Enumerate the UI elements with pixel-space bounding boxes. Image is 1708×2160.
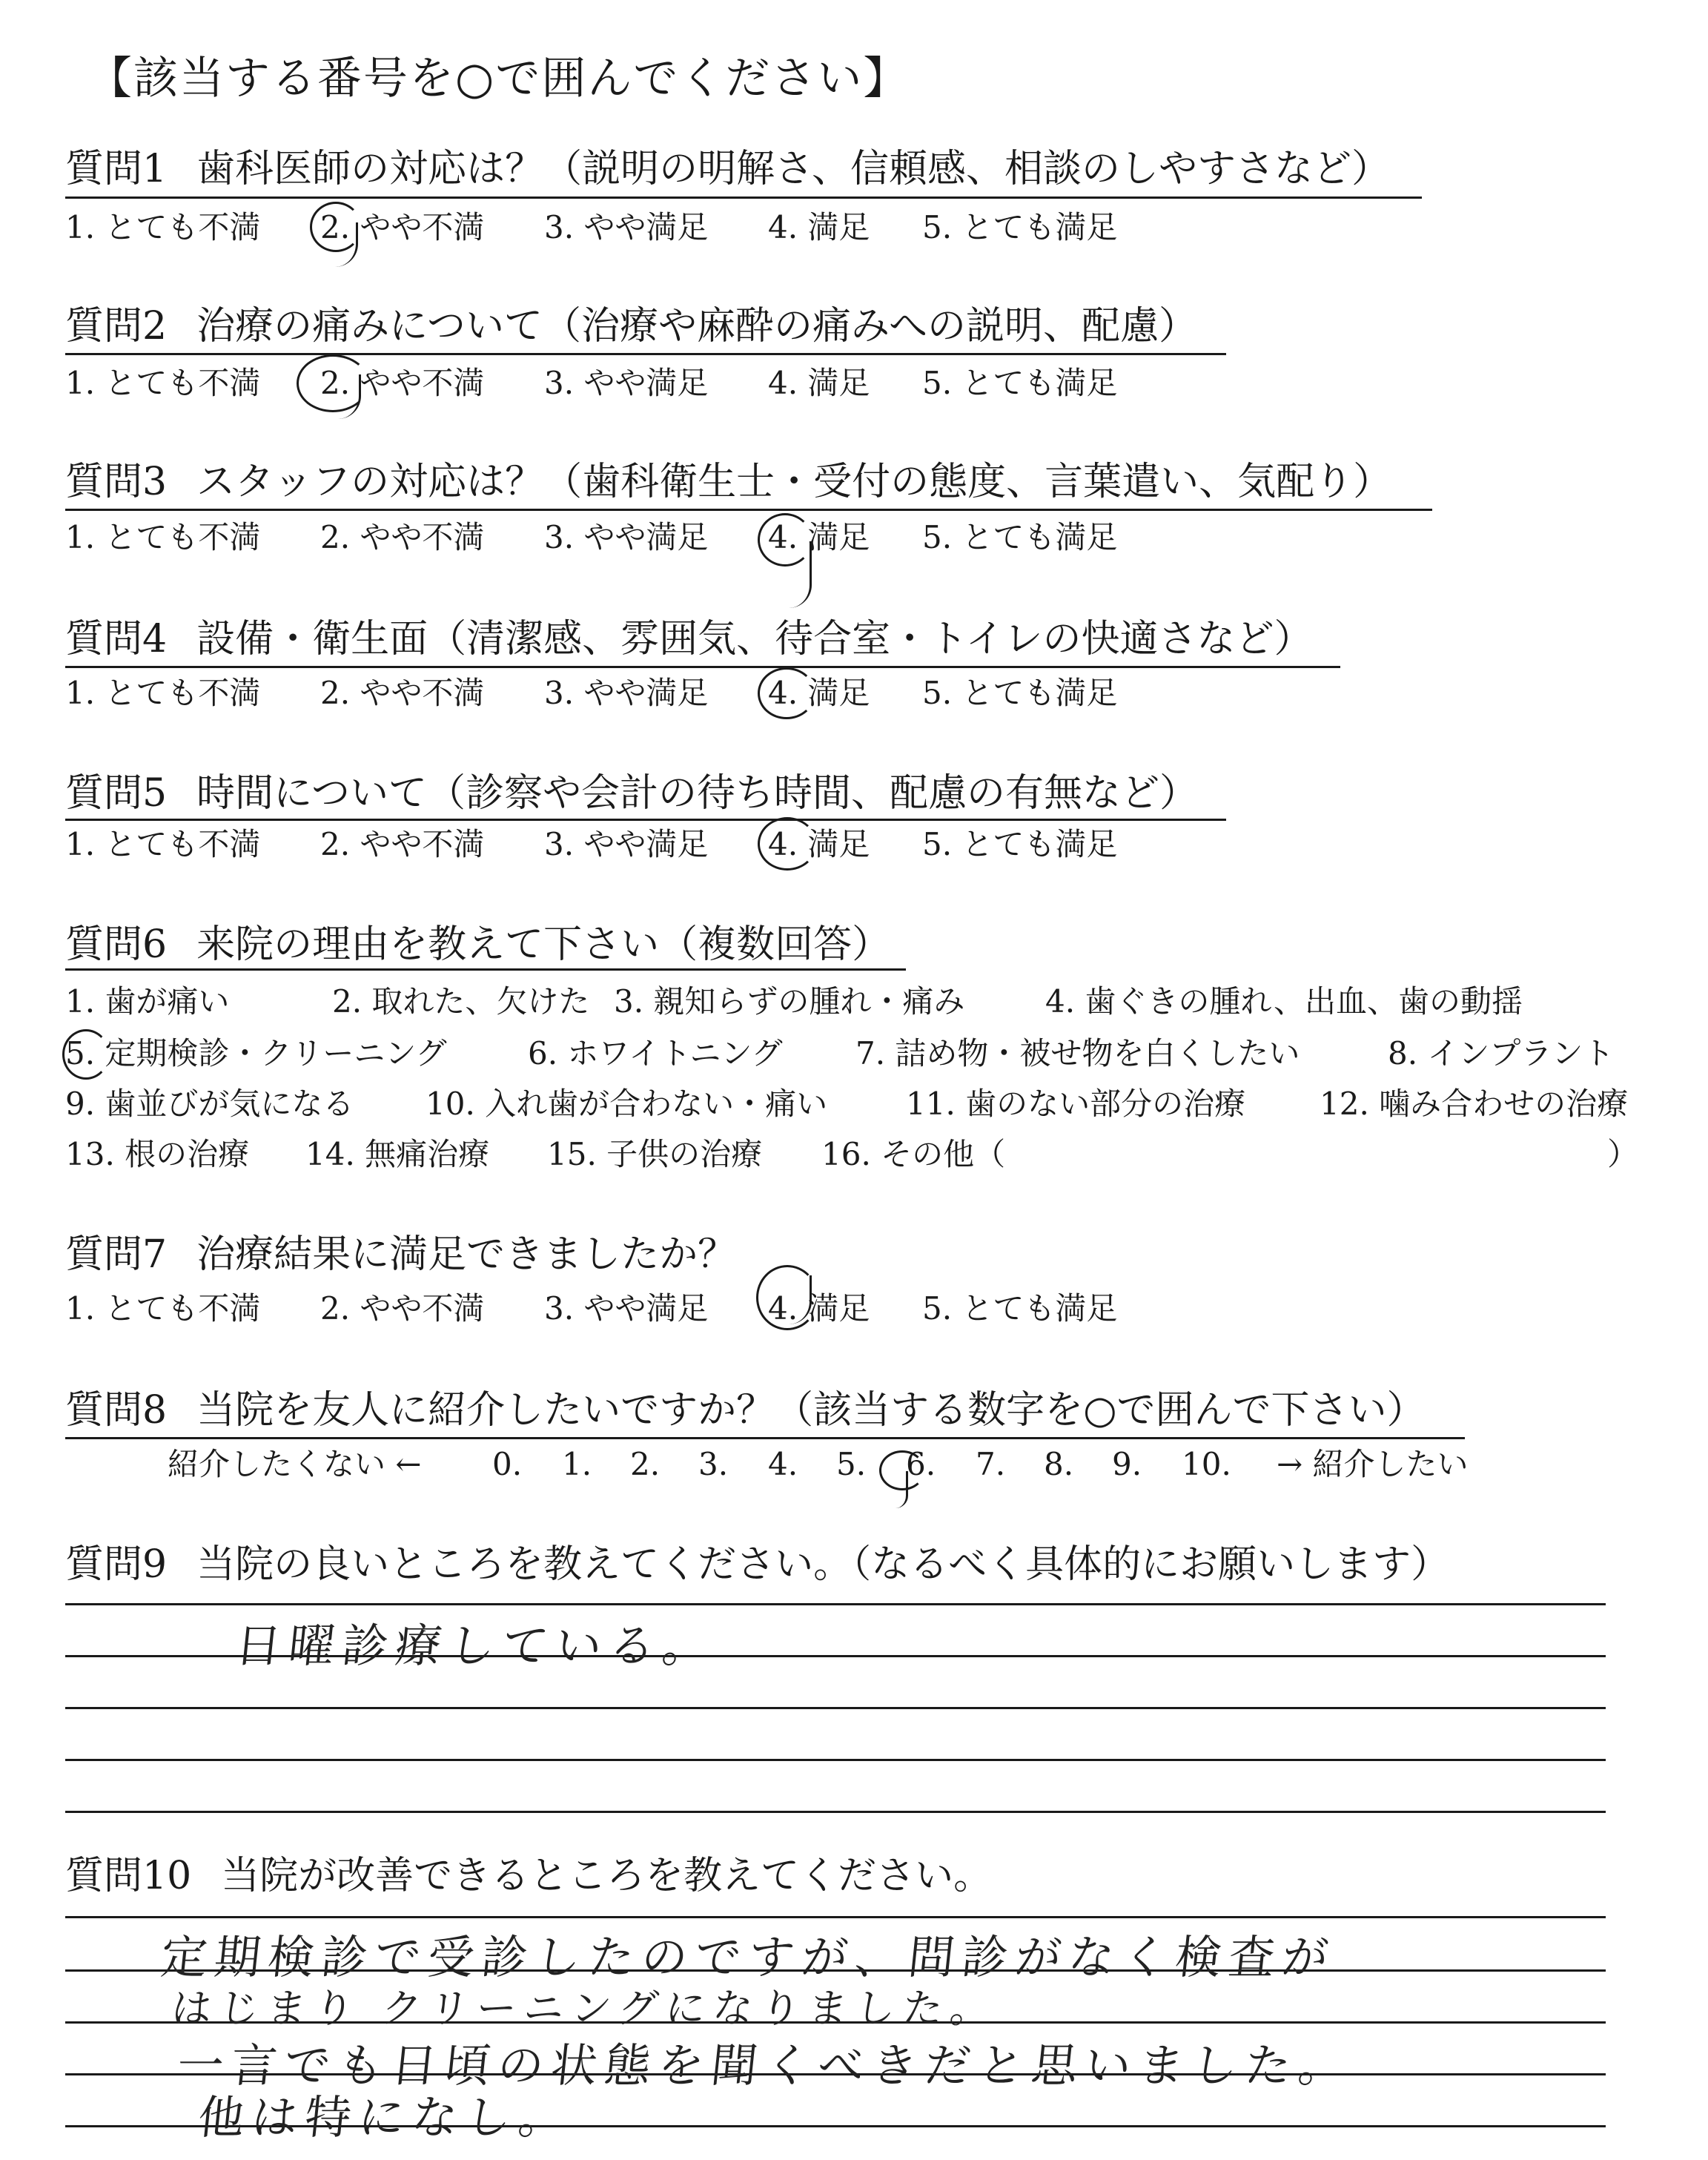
option-1[interactable]: 1. とても不満: [65, 519, 261, 555]
question-text: 当院の良いところを教えてください。（なるべく具体的にお願いします）: [196, 1542, 1450, 1587]
question-4: [65, 617, 1313, 661]
scale-option-5[interactable]: 5.: [836, 1446, 867, 1482]
question-underline: [65, 1437, 1465, 1439]
option-3[interactable]: 3. やや満足: [544, 675, 709, 711]
scale-option-2[interactable]: 2.: [630, 1446, 661, 1482]
question-underline: [65, 509, 1432, 511]
question-text: 治療結果に満足できましたか？: [196, 1232, 737, 1277]
reason-option[interactable]: 13. 根の治療: [65, 1136, 250, 1172]
option-1[interactable]: 1. とても不満: [65, 209, 261, 245]
answer-circle-tail: [789, 541, 812, 608]
option-2[interactable]: 2. やや不満: [320, 826, 485, 862]
reason-option[interactable]: 9. 歯並びが気になる: [65, 1086, 354, 1122]
option-2[interactable]: 2. やや不満: [320, 519, 485, 555]
writing-line: [65, 1707, 1606, 1709]
reason-option[interactable]: 15. 子供の治療: [547, 1136, 763, 1172]
option-3[interactable]: 3. やや満足: [544, 519, 709, 555]
question-underline: [65, 666, 1340, 668]
handwritten-answer-q10-line4: 他は特になし。: [195, 2090, 575, 2144]
scale-option-7[interactable]: 7.: [976, 1446, 1006, 1482]
option-1[interactable]: 1. とても不満: [65, 1290, 261, 1327]
scale-option-4[interactable]: 4.: [768, 1446, 798, 1482]
option-2[interactable]: 2. やや不満: [320, 1290, 485, 1327]
option-1[interactable]: 1. とても不満: [65, 365, 261, 401]
scale-left-label: 紹介したくない ←: [168, 1446, 422, 1482]
question-text: 当院が改善できるところを教えてください。: [221, 1854, 993, 1898]
reason-option[interactable]: 6. ホワイトニング: [528, 1035, 783, 1071]
reason-option[interactable]: 8. インプラント: [1388, 1035, 1615, 1071]
reason-option[interactable]: 11. 歯のない部分の治療: [906, 1086, 1246, 1122]
scale-option-8[interactable]: 8.: [1044, 1446, 1074, 1482]
option-2[interactable]: 2. やや不満: [320, 365, 485, 401]
question-text: 設備・衛生面（清潔感、雰囲気、待合室・トイレの快適さなど）: [196, 617, 1313, 661]
scale-option-0[interactable]: 0.: [492, 1446, 523, 1482]
question-3: [65, 460, 1391, 504]
question-number: 質問8: [65, 1388, 168, 1433]
option-5[interactable]: 5. とても満足: [922, 675, 1118, 711]
option-5[interactable]: 5. とても満足: [922, 519, 1118, 555]
handwritten-answer-q10-line1: 定期検診で受診したのですが、問診がなく検査が: [158, 1930, 1339, 1984]
writing-line: [65, 1916, 1606, 1918]
question-7: [65, 1232, 736, 1277]
scale-option-10[interactable]: 10.: [1182, 1446, 1231, 1482]
reason-option[interactable]: 4. 歯ぐきの腫れ、出血、歯の動揺: [1045, 983, 1523, 1020]
reason-option-other-close: ）: [1607, 1136, 1639, 1172]
reason-option[interactable]: 3. 親知らずの腫れ・痛み: [614, 983, 965, 1020]
handwritten-answer-q10-line3: 一言でも日頃の状態を聞くべきだと思いました。: [174, 2038, 1355, 2093]
option-3[interactable]: 3. やや満足: [544, 826, 709, 862]
option-4[interactable]: 4. 満足: [768, 209, 870, 245]
option-4[interactable]: 4. 満足: [768, 675, 870, 711]
reason-option[interactable]: 7. 詰め物・被せ物を白くしたい: [855, 1035, 1300, 1071]
page-title: 【該当する番号を○で囲んでください】: [87, 53, 910, 105]
question-text: 治療の痛みについて（治療や麻酔の痛みへの説明、配慮）: [196, 304, 1198, 349]
question-8: [65, 1388, 1425, 1433]
option-1[interactable]: 1. とても不満: [65, 675, 261, 711]
option-1[interactable]: 1. とても不満: [65, 826, 261, 862]
writing-line: [65, 1759, 1606, 1761]
option-3[interactable]: 3. やや満足: [544, 1290, 709, 1327]
question-text: 歯科医師の対応は？（説明の明解さ、信頼感、相談のしやすさなど）: [196, 147, 1391, 191]
writing-line: [65, 1811, 1606, 1813]
question-number: 質問3: [65, 460, 168, 504]
reason-option[interactable]: 10. 入れ歯が合わない・痛い: [426, 1086, 828, 1122]
question-text: 来院の理由を教えて下さい（複数回答）: [196, 922, 891, 967]
option-3[interactable]: 3. やや満足: [544, 209, 709, 245]
answer-circle-tail: [338, 374, 361, 419]
handwritten-answer-q10-line2: はじまり クリーニングになりました。: [169, 1985, 1000, 2032]
question-underline: [65, 196, 1422, 199]
question-text: 当院を友人に紹介したいですか？（該当する数字を○で囲んで下さい）: [196, 1388, 1426, 1433]
scale-option-6[interactable]: 6.: [906, 1446, 936, 1482]
answer-circle-mark: [758, 667, 815, 719]
question-number: 質問10: [65, 1854, 192, 1898]
option-4[interactable]: 4. 満足: [768, 826, 870, 862]
answer-circle-mark: [758, 817, 817, 871]
option-5[interactable]: 5. とても満足: [922, 826, 1118, 862]
question-underline: [65, 353, 1226, 355]
question-9: [65, 1542, 1449, 1587]
option-4[interactable]: 4. 満足: [768, 1290, 870, 1327]
scale-option-9[interactable]: 9.: [1112, 1446, 1142, 1482]
option-3[interactable]: 3. やや満足: [544, 365, 709, 401]
question-1: [65, 147, 1390, 191]
question-text: スタッフの対応は？（歯科衛生士・受付の態度、言葉遣い、気配り）: [196, 460, 1392, 504]
answer-circle-tail: [896, 1471, 908, 1508]
question-number: 質問9: [65, 1542, 168, 1587]
scale-option-1[interactable]: 1.: [562, 1446, 592, 1482]
answer-circle-mark: [62, 1029, 110, 1080]
question-underline: [65, 968, 906, 971]
question-5: [65, 771, 1198, 816]
option-5[interactable]: 5. とても満足: [922, 1290, 1118, 1327]
option-2[interactable]: 2. やや不満: [320, 675, 485, 711]
reason-option[interactable]: 2. 取れた、欠けた: [332, 983, 590, 1020]
option-4[interactable]: 4. 満足: [768, 519, 870, 555]
question-underline: [65, 819, 1226, 821]
question-2: [65, 304, 1197, 349]
reason-option[interactable]: 14. 無痛治療: [305, 1136, 490, 1172]
answer-circle-tail: [335, 222, 358, 267]
option-5[interactable]: 5. とても満足: [922, 209, 1118, 245]
scale-option-3[interactable]: 3.: [698, 1446, 729, 1482]
writing-line: [65, 1603, 1606, 1605]
question-text: 時間について（診察や会計の待ち時間、配慮の有無など）: [196, 771, 1199, 816]
question-number: 質問1: [65, 147, 168, 191]
option-5[interactable]: 5. とても満足: [922, 365, 1118, 401]
reason-option[interactable]: 1. 歯が痛い: [65, 983, 230, 1020]
reason-option[interactable]: 5. 定期検診・クリーニング: [65, 1035, 447, 1071]
scale-right-label: → 紹介したい: [1277, 1446, 1469, 1482]
question-number: 質問6: [65, 922, 168, 967]
reason-option[interactable]: 12. 噛み合わせの治療: [1320, 1086, 1629, 1122]
handwritten-answer-q9: 日曜診療している。: [232, 1619, 719, 1673]
option-4[interactable]: 4. 満足: [768, 365, 870, 401]
reason-option-other[interactable]: 16. その他（: [821, 1136, 1006, 1172]
question-number: 質問4: [65, 617, 168, 661]
question-number: 質問7: [65, 1232, 168, 1277]
question-10: [65, 1854, 992, 1898]
question-6: [65, 922, 890, 967]
question-number: 質問2: [65, 304, 168, 349]
option-2[interactable]: 2. やや不満: [320, 209, 485, 245]
question-number: 質問5: [65, 771, 168, 816]
